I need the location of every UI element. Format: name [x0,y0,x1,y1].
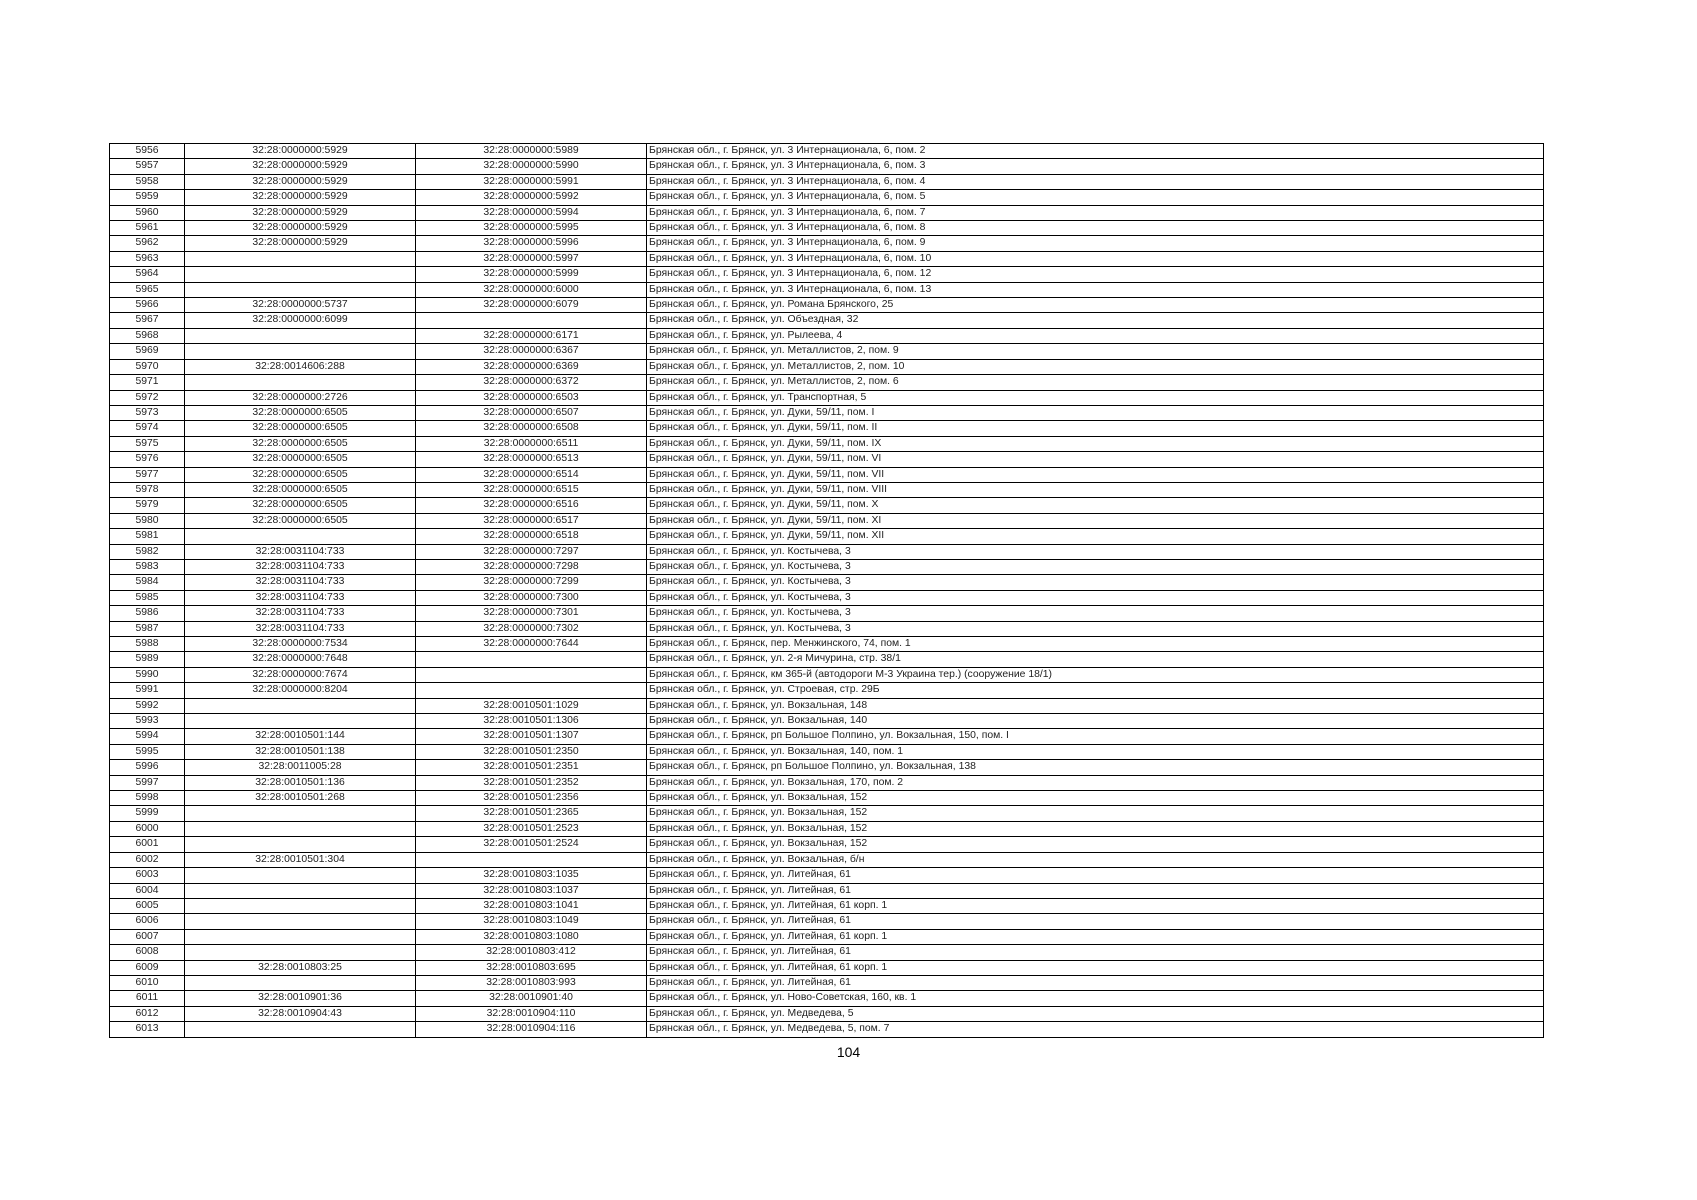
land-cadastral-number-cell: 32:28:0000000:6505 [185,467,416,482]
object-cadastral-number-cell: 32:28:0010501:2352 [416,775,647,790]
object-cadastral-number-cell: 32:28:0010501:2351 [416,760,647,775]
object-cadastral-number-cell: 32:28:0000000:6508 [416,421,647,436]
object-cadastral-number-cell: 32:28:0010803:1080 [416,929,647,944]
address-cell: Брянская обл., г. Брянск, ул. Рылеева, 4 [647,328,1544,343]
address-cell: Брянская обл., г. Брянск, ул. Литейная, 61 [647,868,1544,883]
table-row [110,144,1544,159]
row-number-cell: 5979 [110,498,185,513]
object-cadastral-number-cell: 32:28:0010803:412 [416,945,647,960]
table-row [110,452,1544,467]
land-cadastral-number-cell [185,975,416,990]
object-cadastral-number-cell: 32:28:0000000:5999 [416,267,647,282]
table-row [110,991,1544,1006]
table-row [110,945,1544,960]
object-cadastral-number-cell [416,652,647,667]
address-cell: Брянская обл., г. Брянск, ул. Транспортная, 5 [647,390,1544,405]
row-number-cell: 6003 [110,868,185,883]
land-cadastral-number-cell [185,929,416,944]
address-cell: Брянская обл., г. Брянск, ул. Дуки, 59/11, пом. II [647,421,1544,436]
table-row [110,590,1544,605]
table-row [110,698,1544,713]
row-number-cell: 5983 [110,559,185,574]
object-cadastral-number-cell: 32:28:0000000:6079 [416,298,647,313]
table-row [110,1022,1544,1037]
row-number-cell: 5971 [110,375,185,390]
land-cadastral-number-cell [185,945,416,960]
land-cadastral-number-cell [185,898,416,913]
row-number-cell: 5972 [110,390,185,405]
row-number-cell: 5970 [110,359,185,374]
object-cadastral-number-cell: 32:28:0010904:116 [416,1022,647,1037]
object-cadastral-number-cell: 32:28:0000000:5996 [416,236,647,251]
land-cadastral-number-cell [185,883,416,898]
row-number-cell: 5967 [110,313,185,328]
land-cadastral-number-cell: 32:28:0000000:6505 [185,421,416,436]
address-cell: Брянская обл., г. Брянск, ул. Объездная, 32 [647,313,1544,328]
address-cell: Брянская обл., г. Брянск, ул. Вокзальная, б/н [647,852,1544,867]
address-cell: Брянская обл., г. Брянск, ул. Металлистов, 2, пом. 10 [647,359,1544,374]
row-number-cell: 5975 [110,436,185,451]
land-cadastral-number-cell: 32:28:0010501:136 [185,775,416,790]
table-row [110,513,1544,528]
land-cadastral-number-cell [185,282,416,297]
row-number-cell: 5995 [110,744,185,759]
object-cadastral-number-cell: 32:28:0010803:1035 [416,868,647,883]
object-cadastral-number-cell [416,683,647,698]
address-cell: Брянская обл., г. Брянск, рп Большое Полпино, ул. Вокзальная, 150, пом. I [647,729,1544,744]
row-number-cell: 5986 [110,606,185,621]
table-row [110,328,1544,343]
address-cell: Брянская обл., г. Брянск, ул. Вокзальная, 140 [647,714,1544,729]
table-row [110,436,1544,451]
row-number-cell: 5958 [110,174,185,189]
table-row [110,806,1544,821]
address-cell: Брянская обл., г. Брянск, ул. Литейная, 61 [647,914,1544,929]
table-row [110,637,1544,652]
address-cell: Брянская обл., г. Брянск, ул. 3 Интернационала, 6, пом. 5 [647,190,1544,205]
land-cadastral-number-cell: 32:28:0031104:733 [185,544,416,559]
address-cell: Брянская обл., г. Брянск, ул. Костычева, 3 [647,590,1544,605]
row-number-cell: 6007 [110,929,185,944]
object-cadastral-number-cell: 32:28:0000000:5995 [416,221,647,236]
table-row [110,744,1544,759]
row-number-cell: 5996 [110,760,185,775]
address-cell: Брянская обл., г. Брянск, ул. 2-я Мичурина, стр. 38/1 [647,652,1544,667]
land-cadastral-number-cell [185,698,416,713]
object-cadastral-number-cell: 32:28:0000000:6517 [416,513,647,528]
table-row [110,883,1544,898]
table-row [110,714,1544,729]
address-cell: Брянская обл., г. Брянск, ул. 3 Интернационала, 6, пом. 7 [647,205,1544,220]
address-cell: Брянская обл., г. Брянск, ул. Костычева, 3 [647,544,1544,559]
address-cell: Брянская обл., г. Брянск, ул. Литейная, 61 корп. 1 [647,929,1544,944]
row-number-cell: 5964 [110,267,185,282]
row-number-cell: 6012 [110,1006,185,1021]
address-cell: Брянская обл., г. Брянск, ул. Литейная, 61 [647,883,1544,898]
row-number-cell: 5959 [110,190,185,205]
address-cell: Брянская обл., г. Брянск, ул. Костычева, 3 [647,606,1544,621]
table-row [110,236,1544,251]
table-row [110,760,1544,775]
land-cadastral-number-cell [185,714,416,729]
object-cadastral-number-cell: 32:28:0000000:6503 [416,390,647,405]
row-number-cell: 5997 [110,775,185,790]
row-number-cell: 5993 [110,714,185,729]
row-number-cell: 5984 [110,575,185,590]
address-cell: Брянская обл., г. Брянск, ул. Металлистов, 2, пом. 6 [647,375,1544,390]
address-cell: Брянская обл., г. Брянск, ул. Медведева, 5, пом. 7 [647,1022,1544,1037]
address-cell: Брянская обл., г. Брянск, ул. Вокзальная, 148 [647,698,1544,713]
row-number-cell: 5982 [110,544,185,559]
row-number-cell: 5991 [110,683,185,698]
row-number-cell: 6001 [110,837,185,852]
land-cadastral-number-cell: 32:28:0000000:6505 [185,513,416,528]
object-cadastral-number-cell: 32:28:0010501:2365 [416,806,647,821]
land-cadastral-number-cell: 32:28:0000000:6505 [185,498,416,513]
table-row [110,667,1544,682]
row-number-cell: 5963 [110,251,185,266]
address-cell: Брянская обл., г. Брянск, ул. 3 Интернационала, 6, пом. 2 [647,144,1544,159]
table-row [110,298,1544,313]
row-number-cell: 5987 [110,621,185,636]
land-cadastral-number-cell [185,914,416,929]
row-number-cell: 5968 [110,328,185,343]
table-row [110,205,1544,220]
object-cadastral-number-cell: 32:28:0010501:2524 [416,837,647,852]
table-row [110,282,1544,297]
land-cadastral-number-cell: 32:28:0000000:2726 [185,390,416,405]
row-number-cell: 5989 [110,652,185,667]
address-cell: Брянская обл., г. Брянск, ул. Костычева, 3 [647,575,1544,590]
row-number-cell: 5990 [110,667,185,682]
object-cadastral-number-cell: 32:28:0000000:6514 [416,467,647,482]
table-row [110,529,1544,544]
address-cell: Брянская обл., г. Брянск, ул. 3 Интернационала, 6, пом. 4 [647,174,1544,189]
object-cadastral-number-cell: 32:28:0000000:7644 [416,637,647,652]
land-cadastral-number-cell: 32:28:0010901:36 [185,991,416,1006]
table-row [110,405,1544,420]
row-number-cell: 6009 [110,960,185,975]
object-cadastral-number-cell: 32:28:0000000:6372 [416,375,647,390]
land-cadastral-number-cell: 32:28:0000000:5929 [185,144,416,159]
address-cell: Брянская обл., г. Брянск, ул. Литейная, 61 корп. 1 [647,960,1544,975]
row-number-cell: 5956 [110,144,185,159]
table-row [110,498,1544,513]
object-cadastral-number-cell: 32:28:0000000:7299 [416,575,647,590]
object-cadastral-number-cell: 32:28:0000000:7298 [416,559,647,574]
table-row [110,960,1544,975]
land-cadastral-number-cell: 32:28:0000000:5929 [185,159,416,174]
row-number-cell: 5966 [110,298,185,313]
row-number-cell: 5994 [110,729,185,744]
object-cadastral-number-cell: 32:28:0010904:110 [416,1006,647,1021]
page-number: 104 [836,1044,861,1060]
land-cadastral-number-cell [185,328,416,343]
land-cadastral-number-cell [185,1022,416,1037]
row-number-cell: 6000 [110,821,185,836]
table-row [110,821,1544,836]
object-cadastral-number-cell: 32:28:0010501:1029 [416,698,647,713]
object-cadastral-number-cell: 32:28:0000000:6507 [416,405,647,420]
address-cell: Брянская обл., г. Брянск, ул. 3 Интернационала, 6, пом. 9 [647,236,1544,251]
object-cadastral-number-cell: 32:28:0010501:2523 [416,821,647,836]
address-cell: Брянская обл., г. Брянск, ул. Вокзальная, 140, пом. 1 [647,744,1544,759]
row-number-cell: 5976 [110,452,185,467]
land-cadastral-number-cell: 32:28:0031104:733 [185,606,416,621]
object-cadastral-number-cell: 32:28:0000000:6171 [416,328,647,343]
land-cadastral-number-cell [185,806,416,821]
object-cadastral-number-cell: 32:28:0000000:6516 [416,498,647,513]
address-cell: Брянская обл., г. Брянск, ул. Дуки, 59/11, пом. VIII [647,482,1544,497]
address-cell: Брянская обл., г. Брянск, ул. Вокзальная, 152 [647,806,1544,821]
land-cadastral-number-cell: 32:28:0010803:25 [185,960,416,975]
table-row [110,729,1544,744]
table-row [110,652,1544,667]
table-row [110,914,1544,929]
land-cadastral-number-cell: 32:28:0031104:733 [185,590,416,605]
land-cadastral-number-cell: 32:28:0000000:6505 [185,482,416,497]
land-cadastral-number-cell: 32:28:0000000:7534 [185,637,416,652]
table-row [110,559,1544,574]
object-cadastral-number-cell: 32:28:0000000:6518 [416,529,647,544]
land-cadastral-number-cell: 32:28:0000000:5929 [185,236,416,251]
address-cell: Брянская обл., г. Брянск, ул. Вокзальная, 152 [647,791,1544,806]
address-cell: Брянская обл., г. Брянск, ул. Романа Брянского, 25 [647,298,1544,313]
object-cadastral-number-cell: 32:28:0010501:2350 [416,744,647,759]
land-cadastral-number-cell: 32:28:0000000:5929 [185,174,416,189]
row-number-cell: 6008 [110,945,185,960]
table-row [110,975,1544,990]
land-cadastral-number-cell: 32:28:0000000:8204 [185,683,416,698]
land-cadastral-number-cell [185,837,416,852]
land-cadastral-number-cell: 32:28:0000000:5737 [185,298,416,313]
address-cell: Брянская обл., г. Брянск, ул. Костычева, 3 [647,559,1544,574]
address-cell: Брянская обл., г. Брянск, ул. Строевая, стр. 29Б [647,683,1544,698]
land-cadastral-number-cell [185,267,416,282]
row-number-cell: 6010 [110,975,185,990]
land-cadastral-number-cell: 32:28:0000000:6505 [185,436,416,451]
land-cadastral-number-cell: 32:28:0010904:43 [185,1006,416,1021]
object-cadastral-number-cell: 32:28:0010501:1306 [416,714,647,729]
address-cell: Брянская обл., г. Брянск, ул. Литейная, 61 [647,945,1544,960]
table-row [110,544,1544,559]
land-cadastral-number-cell: 32:28:0031104:733 [185,575,416,590]
object-cadastral-number-cell: 32:28:0010803:1041 [416,898,647,913]
table-row [110,482,1544,497]
object-cadastral-number-cell: 32:28:0000000:5994 [416,205,647,220]
table-row [110,174,1544,189]
land-cadastral-number-cell [185,821,416,836]
table-row [110,929,1544,944]
table-row [110,344,1544,359]
land-cadastral-number-cell: 32:28:0000000:6505 [185,452,416,467]
address-cell: Брянская обл., г. Брянск, ул. Дуки, 59/11, пом. X [647,498,1544,513]
land-cadastral-number-cell: 32:28:0000000:5929 [185,205,416,220]
address-cell: Брянская обл., г. Брянск, ул. 3 Интернационала, 6, пом. 13 [647,282,1544,297]
table-row [110,791,1544,806]
address-cell: Брянская обл., г. Брянск, ул. Дуки, 59/11, пом. VII [647,467,1544,482]
address-cell: Брянская обл., г. Брянск, ул. Костычева, 3 [647,621,1544,636]
table-row [110,837,1544,852]
land-cadastral-number-cell: 32:28:0014606:288 [185,359,416,374]
address-cell: Брянская обл., г. Брянск, ул. Дуки, 59/11, пом. IX [647,436,1544,451]
land-cadastral-number-cell [185,251,416,266]
land-cadastral-number-cell: 32:28:0010501:304 [185,852,416,867]
table-row [110,313,1544,328]
table-row [110,683,1544,698]
address-cell: Брянская обл., г. Брянск, рп Большое Полпино, ул. Вокзальная, 138 [647,760,1544,775]
row-number-cell: 5965 [110,282,185,297]
table-row [110,621,1544,636]
table-row [110,775,1544,790]
object-cadastral-number-cell: 32:28:0000000:6367 [416,344,647,359]
row-number-cell: 6002 [110,852,185,867]
land-cadastral-number-cell: 32:28:0010501:144 [185,729,416,744]
land-cadastral-number-cell: 32:28:0010501:138 [185,744,416,759]
table-row [110,190,1544,205]
row-number-cell: 5985 [110,590,185,605]
table-row [110,390,1544,405]
address-cell: Брянская обл., г. Брянск, ул. 3 Интернационала, 6, пом. 3 [647,159,1544,174]
table-row [110,868,1544,883]
land-cadastral-number-cell: 32:28:0000000:7674 [185,667,416,682]
row-number-cell: 5973 [110,405,185,420]
registry-table [109,143,1544,1038]
address-cell: Брянская обл., г. Брянск, ул. Дуки, 59/11, пом. XII [647,529,1544,544]
row-number-cell: 5974 [110,421,185,436]
address-cell: Брянская обл., г. Брянск, ул. 3 Интернационала, 6, пом. 8 [647,221,1544,236]
land-cadastral-number-cell [185,375,416,390]
row-number-cell: 5981 [110,529,185,544]
table-row [110,267,1544,282]
table-row [110,898,1544,913]
row-number-cell: 6005 [110,898,185,913]
object-cadastral-number-cell: 32:28:0000000:6511 [416,436,647,451]
table-row [110,421,1544,436]
row-number-cell: 5992 [110,698,185,713]
row-number-cell: 6004 [110,883,185,898]
land-cadastral-number-cell: 32:28:0031104:733 [185,621,416,636]
object-cadastral-number-cell: 32:28:0000000:7300 [416,590,647,605]
table-row [110,221,1544,236]
object-cadastral-number-cell: 32:28:0010501:2356 [416,791,647,806]
address-cell: Брянская обл., г. Брянск, ул. Литейная, 61 корп. 1 [647,898,1544,913]
row-number-cell: 5969 [110,344,185,359]
land-cadastral-number-cell: 32:28:0031104:733 [185,559,416,574]
row-number-cell: 6006 [110,914,185,929]
land-cadastral-number-cell: 32:28:0000000:5929 [185,190,416,205]
object-cadastral-number-cell: 32:28:0010501:1307 [416,729,647,744]
address-cell: Брянская обл., г. Брянск, ул. 3 Интернационала, 6, пом. 12 [647,267,1544,282]
table-row [110,359,1544,374]
object-cadastral-number-cell [416,667,647,682]
row-number-cell: 5977 [110,467,185,482]
object-cadastral-number-cell: 32:28:0010901:40 [416,991,647,1006]
row-number-cell: 5961 [110,221,185,236]
registry-table-body [110,144,1544,1038]
object-cadastral-number-cell: 32:28:0000000:5997 [416,251,647,266]
object-cadastral-number-cell [416,852,647,867]
object-cadastral-number-cell: 32:28:0010803:1049 [416,914,647,929]
land-cadastral-number-cell: 32:28:0000000:7648 [185,652,416,667]
address-cell: Брянская обл., г. Брянск, ул. 3 Интернационала, 6, пом. 10 [647,251,1544,266]
row-number-cell: 5962 [110,236,185,251]
object-cadastral-number-cell [416,313,647,328]
land-cadastral-number-cell [185,344,416,359]
object-cadastral-number-cell: 32:28:0010803:1037 [416,883,647,898]
address-cell: Брянская обл., г. Брянск, ул. Металлистов, 2, пом. 9 [647,344,1544,359]
table-row [110,251,1544,266]
object-cadastral-number-cell: 32:28:0000000:7302 [416,621,647,636]
address-cell: Брянская обл., г. Брянск, ул. Дуки, 59/11, пом. VI [647,452,1544,467]
object-cadastral-number-cell: 32:28:0000000:6515 [416,482,647,497]
row-number-cell: 6013 [110,1022,185,1037]
object-cadastral-number-cell: 32:28:0000000:6000 [416,282,647,297]
land-cadastral-number-cell: 32:28:0000000:5929 [185,221,416,236]
land-cadastral-number-cell: 32:28:0000000:6099 [185,313,416,328]
land-cadastral-number-cell [185,868,416,883]
object-cadastral-number-cell: 32:28:0000000:6513 [416,452,647,467]
row-number-cell: 5980 [110,513,185,528]
land-cadastral-number-cell: 32:28:0010501:268 [185,791,416,806]
object-cadastral-number-cell: 32:28:0010803:695 [416,960,647,975]
address-cell: Брянская обл., г. Брянск, ул. Вокзальная, 170, пом. 2 [647,775,1544,790]
object-cadastral-number-cell: 32:28:0000000:7301 [416,606,647,621]
address-cell: Брянская обл., г. Брянск, ул. Дуки, 59/11, пом. XI [647,513,1544,528]
row-number-cell: 5957 [110,159,185,174]
row-number-cell: 5999 [110,806,185,821]
address-cell: Брянская обл., г. Брянск, ул. Ново-Советская, 160, кв. 1 [647,991,1544,1006]
table-row [110,467,1544,482]
table-row [110,606,1544,621]
object-cadastral-number-cell: 32:28:0000000:6369 [416,359,647,374]
address-cell: Брянская обл., г. Брянск, ул. Дуки, 59/11, пом. I [647,405,1544,420]
table-row [110,159,1544,174]
object-cadastral-number-cell: 32:28:0000000:5989 [416,144,647,159]
row-number-cell: 5988 [110,637,185,652]
address-cell: Брянская обл., г. Брянск, ул. Литейная, 61 [647,975,1544,990]
table-row [110,575,1544,590]
object-cadastral-number-cell: 32:28:0000000:7297 [416,544,647,559]
table-row [110,375,1544,390]
row-number-cell: 5960 [110,205,185,220]
address-cell: Брянская обл., г. Брянск, ул. Медведева, 5 [647,1006,1544,1021]
address-cell: Брянская обл., г. Брянск, км 365-й (автодороги М-3 Украина тер.) (сооружение 18/1) [647,667,1544,682]
land-cadastral-number-cell: 32:28:0011005:28 [185,760,416,775]
object-cadastral-number-cell: 32:28:0000000:5990 [416,159,647,174]
table-row [110,1006,1544,1021]
row-number-cell: 6011 [110,991,185,1006]
row-number-cell: 5978 [110,482,185,497]
land-cadastral-number-cell [185,529,416,544]
row-number-cell: 5998 [110,791,185,806]
land-cadastral-number-cell: 32:28:0000000:6505 [185,405,416,420]
object-cadastral-number-cell: 32:28:0000000:5991 [416,174,647,189]
object-cadastral-number-cell: 32:28:0000000:5992 [416,190,647,205]
address-cell: Брянская обл., г. Брянск, ул. Вокзальная, 152 [647,821,1544,836]
address-cell: Брянская обл., г. Брянск, ул. Вокзальная, 152 [647,837,1544,852]
table-row [110,852,1544,867]
object-cadastral-number-cell: 32:28:0010803:993 [416,975,647,990]
address-cell: Брянская обл., г. Брянск, пер. Менжинского, 74, пом. 1 [647,637,1544,652]
